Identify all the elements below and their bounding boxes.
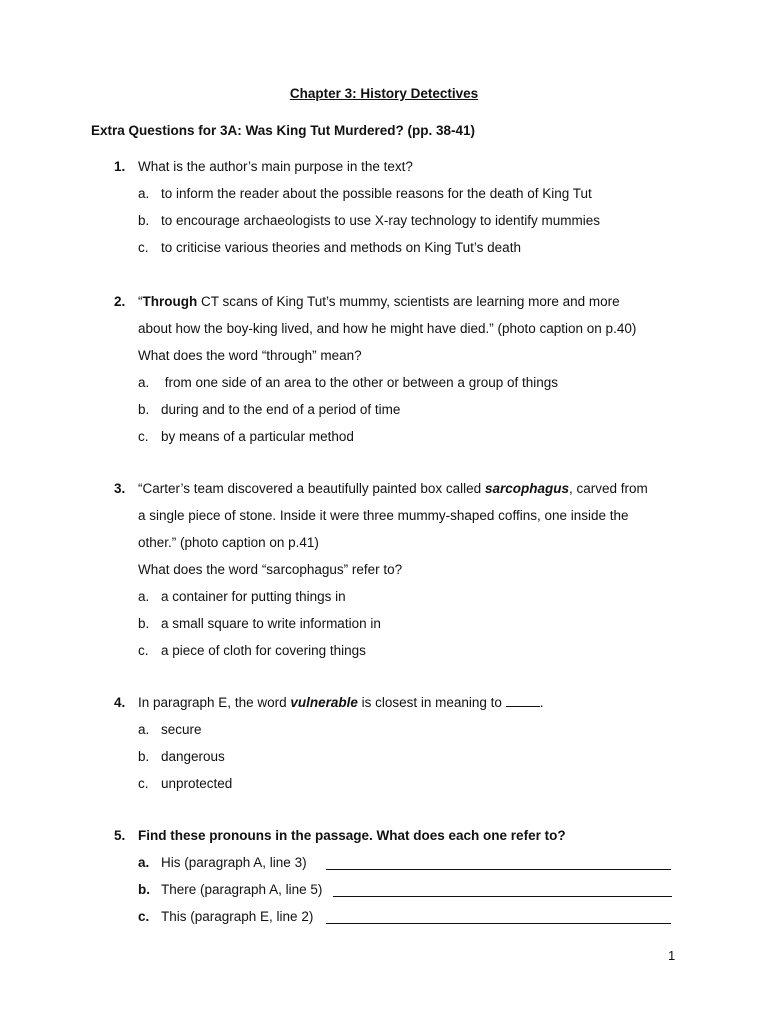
option-letter: c. [138, 776, 149, 791]
item-text: This (paragraph E, line 2) [161, 909, 314, 924]
question-text-line: a single piece of stone. Inside it were three mummy-shaped coffins, one inside the [138, 508, 629, 523]
question-prompt: What does the word “sarcophagus” refer to? [138, 562, 403, 577]
page-number: 1 [668, 948, 676, 963]
option-text: to inform the reader about the possible reasons for the death of King Tut [161, 186, 592, 201]
option-letter: a. [138, 186, 150, 201]
option-letter: a. [138, 375, 150, 390]
question-text-line: about how the boy-king lived, and how he might have died.” (photo caption on p.40) [138, 321, 637, 336]
question-number: 4. [114, 695, 126, 710]
fill-in-blank[interactable] [506, 694, 540, 707]
answer-line[interactable] [326, 868, 671, 870]
emphasized-word: sarcophagus [484, 481, 569, 496]
question-number: 5. [114, 828, 126, 843]
quote-text: CT scans of King Tut’s mummy, scientists are learning more and more [197, 294, 620, 309]
question-number: 3. [114, 481, 126, 496]
option-letter: b. [138, 213, 150, 228]
question-number: 1. [114, 159, 126, 174]
quote-mark: “ [138, 294, 143, 309]
question-text-line: other.” (photo caption on p.41) [138, 535, 319, 550]
question-text-part: . [539, 695, 544, 710]
item-letter: c. [138, 909, 150, 924]
quote-text: , carved from [568, 481, 648, 496]
option-text: to criticise various theories and methods on King Tut’s death [161, 240, 521, 255]
item-letter: b. [138, 882, 150, 897]
answer-line[interactable] [326, 922, 671, 924]
option-text: dangerous [161, 749, 225, 764]
option-text: a container for putting things in [161, 589, 346, 604]
option-letter: a. [138, 589, 150, 604]
question-text: Find these pronouns in the passage. What does each one refer to? [138, 828, 566, 843]
option-letter: c. [138, 240, 149, 255]
option-letter: b. [138, 749, 150, 764]
question-prompt: What does the word “through” mean? [138, 348, 362, 363]
option-text: secure [161, 722, 202, 737]
emphasized-word: vulnerable [290, 695, 358, 710]
item-text: There (paragraph A, line 5) [161, 882, 323, 897]
option-text: unprotected [161, 776, 233, 791]
option-letter: a. [138, 722, 150, 737]
option-letter: b. [138, 402, 150, 417]
emphasized-word: Through [142, 294, 198, 309]
quote-text: “Carter’s team discovered a beautifully painted box called [138, 481, 485, 496]
option-letter: c. [138, 429, 149, 444]
question-text-part: is closest in meaning to [357, 695, 506, 710]
option-letter: b. [138, 616, 150, 631]
option-letter: c. [138, 643, 149, 658]
option-text: from one side of an area to the other or between a group of things [161, 375, 559, 390]
option-text: a small square to write information in [161, 616, 381, 631]
item-text: His (paragraph A, line 3) [161, 855, 307, 870]
question-text-part: In paragraph E, the word [138, 695, 291, 710]
question-text [138, 694, 543, 712]
question-text: What is the author’s main purpose in the text? [138, 159, 413, 174]
question-text [138, 293, 620, 311]
option-text: by means of a particular method [161, 429, 354, 444]
option-text: during and to the end of a period of time [161, 402, 401, 417]
page-title: Chapter 3: History Detectives [289, 86, 479, 101]
question-text [138, 480, 648, 498]
page-subtitle: Extra Questions for 3A: Was King Tut Murdered? (pp. 38-41) [91, 123, 476, 138]
answer-line[interactable] [333, 895, 672, 897]
option-text: a piece of cloth for covering things [161, 643, 366, 658]
item-letter: a. [138, 855, 150, 870]
question-number: 2. [114, 294, 126, 309]
option-text: to encourage archaeologists to use X-ray technology to identify mummies [161, 213, 600, 228]
